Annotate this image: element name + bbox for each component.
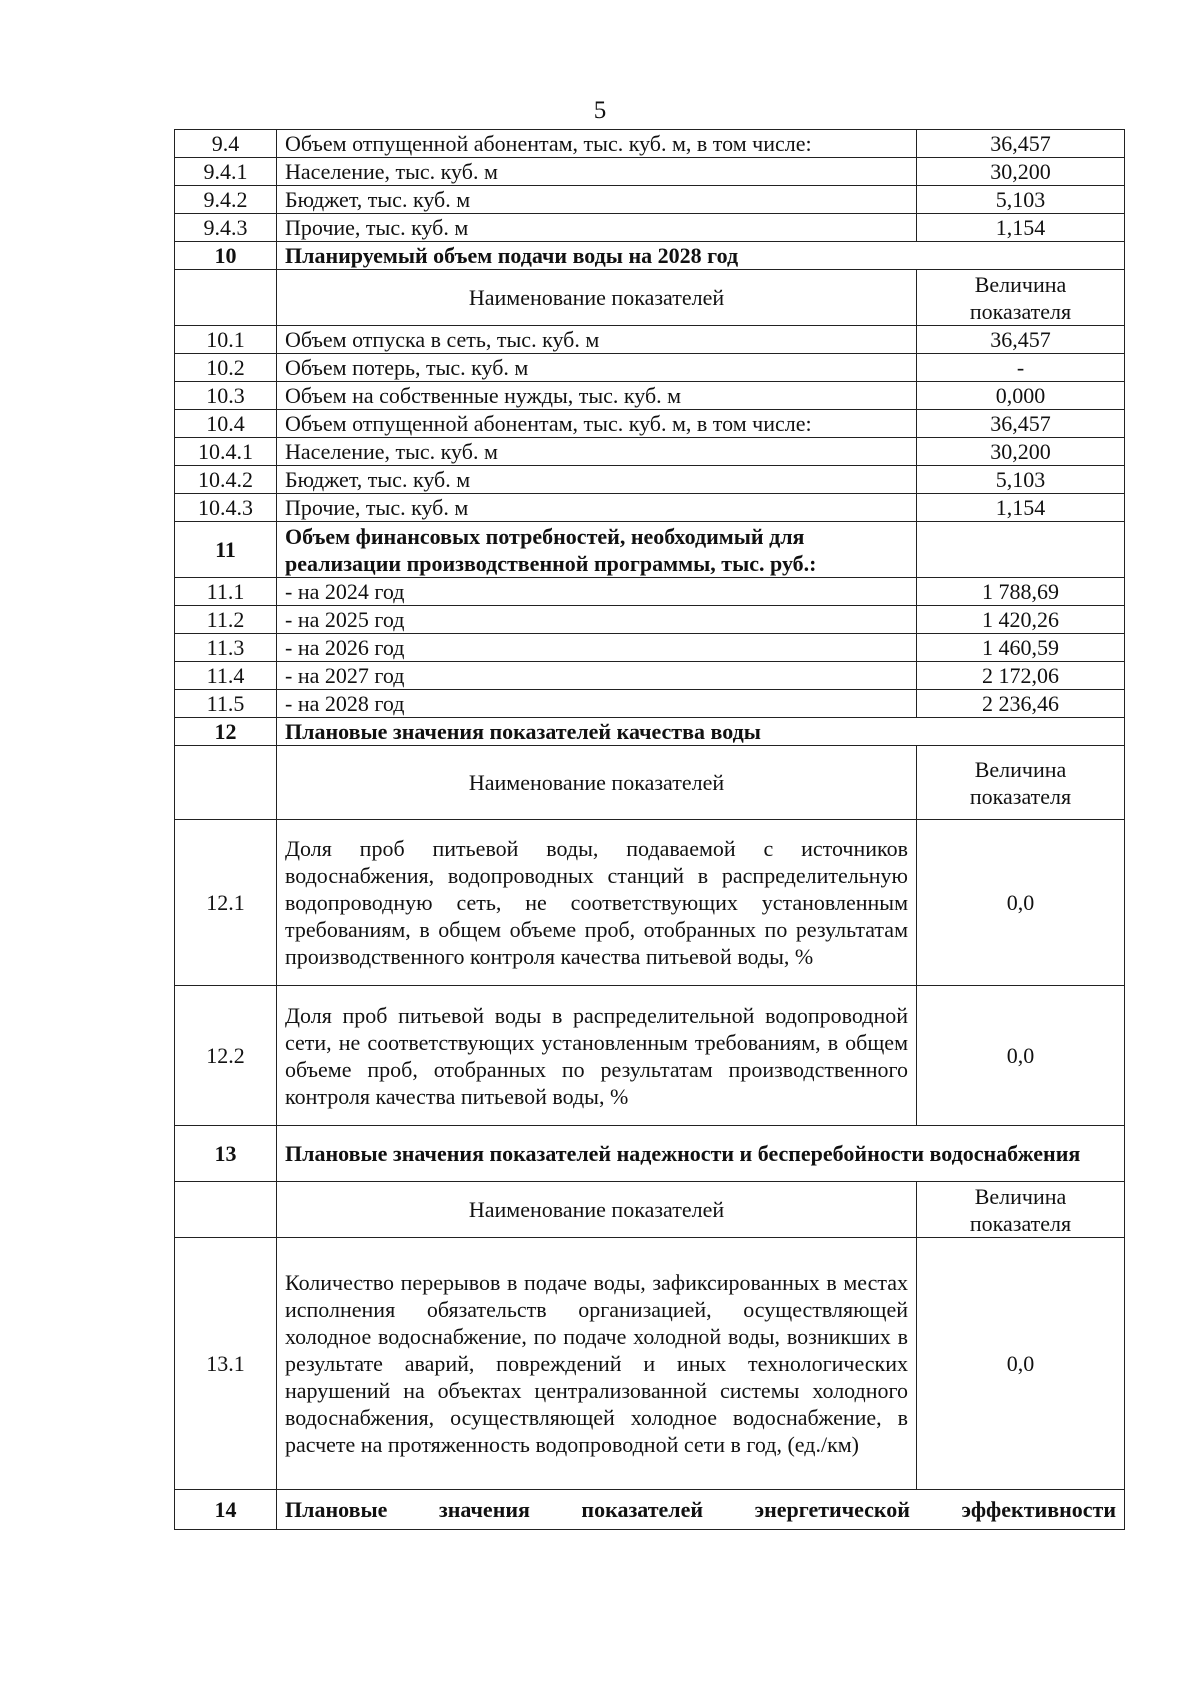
row-number: 13.1 bbox=[175, 1238, 277, 1490]
row-number: 11.1 bbox=[175, 578, 277, 606]
column-header-name: Наименование показателей bbox=[277, 1182, 917, 1238]
column-header-value: Величина показателя bbox=[917, 746, 1125, 820]
table-row bbox=[175, 130, 1125, 158]
row-value: 36,457 bbox=[917, 130, 1125, 158]
table-row bbox=[175, 326, 1125, 354]
row-number: 11.2 bbox=[175, 606, 277, 634]
table-row bbox=[175, 634, 1125, 662]
column-header-name: Наименование показателей bbox=[277, 270, 917, 326]
row-number: 12.1 bbox=[175, 820, 277, 986]
row-label: - на 2025 год bbox=[277, 606, 917, 634]
row-value: 1,154 bbox=[917, 214, 1125, 242]
table-row bbox=[175, 494, 1125, 522]
row-number: 9.4.2 bbox=[175, 186, 277, 214]
row-value: 1 788,69 bbox=[917, 578, 1125, 606]
row-number: 11.4 bbox=[175, 662, 277, 690]
table-row bbox=[175, 1238, 1125, 1490]
row-label: Прочие, тыс. куб. м bbox=[277, 214, 917, 242]
page-number: 5 bbox=[593, 97, 607, 124]
row-number: 10.4 bbox=[175, 410, 277, 438]
row-label: Доля проб питьевой воды в распределительной водопроводной сети, не соответствующих установленным требованиям, в общем объеме проб, отобранных по результатам производственного контроля качества питьевой воды, % bbox=[277, 986, 917, 1126]
row-number: 10.3 bbox=[175, 382, 277, 410]
section-header-row bbox=[175, 1490, 1125, 1530]
row-value: 0,000 bbox=[917, 382, 1125, 410]
row-value: 0,0 bbox=[917, 820, 1125, 986]
section-header-row bbox=[175, 242, 1125, 270]
column-header-value: Величина показателя bbox=[917, 1182, 1125, 1238]
table-row bbox=[175, 466, 1125, 494]
row-value: 0,0 bbox=[917, 1238, 1125, 1490]
empty-cell bbox=[175, 270, 277, 326]
row-number: 10.4.3 bbox=[175, 494, 277, 522]
table-row bbox=[175, 820, 1125, 986]
table-row bbox=[175, 578, 1125, 606]
row-value: 5,103 bbox=[917, 186, 1125, 214]
row-label: Объем отпущенной абонентам, тыс. куб. м, в том числе: bbox=[277, 410, 917, 438]
row-label: - на 2026 год bbox=[277, 634, 917, 662]
row-label: Прочие, тыс. куб. м bbox=[277, 494, 917, 522]
row-value: 36,457 bbox=[917, 326, 1125, 354]
row-number: 9.4 bbox=[175, 130, 277, 158]
section-title: Объем финансовых потребностей, необходимый для реализации производственной программы, тыс. руб.: bbox=[277, 522, 917, 578]
row-label: Объем на собственные нужды, тыс. куб. м bbox=[277, 382, 917, 410]
section-title: Плановые значения показателей энергетической эффективности bbox=[277, 1490, 1125, 1530]
production-program-table bbox=[174, 129, 1125, 1530]
row-label: Доля проб питьевой воды, подаваемой с источников водоснабжения, водопроводных станций в распределительную водопроводную сеть, не соответствующих установленным требованиям, в общем объеме проб, отобранных по результатам производственного контроля качества питьевой воды, % bbox=[277, 820, 917, 986]
row-label: Бюджет, тыс. куб. м bbox=[277, 186, 917, 214]
row-number: 11.3 bbox=[175, 634, 277, 662]
column-header-name: Наименование показателей bbox=[277, 746, 917, 820]
section-number: 11 bbox=[175, 522, 277, 578]
table-row bbox=[175, 382, 1125, 410]
row-value: - bbox=[917, 354, 1125, 382]
row-number: 11.5 bbox=[175, 690, 277, 718]
row-value: 1 460,59 bbox=[917, 634, 1125, 662]
row-value: 0,0 bbox=[917, 986, 1125, 1126]
row-number: 9.4.1 bbox=[175, 158, 277, 186]
empty-cell bbox=[175, 746, 277, 820]
column-header-row bbox=[175, 270, 1125, 326]
table-row bbox=[175, 662, 1125, 690]
section-title: Плановые значения показателей качества воды bbox=[277, 718, 1125, 746]
table-row bbox=[175, 690, 1125, 718]
row-number: 12.2 bbox=[175, 986, 277, 1126]
section-number: 14 bbox=[175, 1490, 277, 1530]
section-title: Плановые значения показателей надежности и бесперебойности водоснабжения bbox=[277, 1126, 1125, 1182]
row-label: Количество перерывов в подаче воды, зафиксированных в местах исполнения обязательств организацией, осуществляющей холодное водоснабжение, по подаче холодной воды, возникших в результате аварий, повреждений и иных технологических нарушений на объектах централизованной системы холодного водоснабжения, осуществляющей холодное водоснабжение, в расчете на протяженность водопроводной сети в год, (ед./км) bbox=[277, 1238, 917, 1490]
column-header-row bbox=[175, 746, 1125, 820]
row-number: 10.4.1 bbox=[175, 438, 277, 466]
section-number: 13 bbox=[175, 1126, 277, 1182]
section-header-row bbox=[175, 718, 1125, 746]
row-value: 1,154 bbox=[917, 494, 1125, 522]
row-value: 30,200 bbox=[917, 438, 1125, 466]
empty-cell bbox=[175, 1182, 277, 1238]
section-title: Планируемый объем подачи воды на 2028 год bbox=[277, 242, 1125, 270]
column-header-value: Величина показателя bbox=[917, 270, 1125, 326]
row-label: Бюджет, тыс. куб. м bbox=[277, 466, 917, 494]
section-number: 12 bbox=[175, 718, 277, 746]
row-label: Население, тыс. куб. м bbox=[277, 438, 917, 466]
table-row bbox=[175, 606, 1125, 634]
table-row bbox=[175, 986, 1125, 1126]
column-header-row bbox=[175, 1182, 1125, 1238]
empty-cell bbox=[917, 522, 1125, 578]
table-row bbox=[175, 186, 1125, 214]
row-value: 36,457 bbox=[917, 410, 1125, 438]
row-value: 5,103 bbox=[917, 466, 1125, 494]
row-value: 2 172,06 bbox=[917, 662, 1125, 690]
section-number: 10 bbox=[175, 242, 277, 270]
row-number: 9.4.3 bbox=[175, 214, 277, 242]
row-label: Население, тыс. куб. м bbox=[277, 158, 917, 186]
row-label: Объем отпуска в сеть, тыс. куб. м bbox=[277, 326, 917, 354]
table-row bbox=[175, 354, 1125, 382]
row-value: 1 420,26 bbox=[917, 606, 1125, 634]
row-label: - на 2028 год bbox=[277, 690, 917, 718]
row-number: 10.2 bbox=[175, 354, 277, 382]
row-value: 30,200 bbox=[917, 158, 1125, 186]
section-header-row bbox=[175, 522, 1125, 578]
row-label: - на 2027 год bbox=[277, 662, 917, 690]
table-row bbox=[175, 214, 1125, 242]
section-header-row bbox=[175, 1126, 1125, 1182]
table-row bbox=[175, 410, 1125, 438]
row-label: Объем отпущенной абонентам, тыс. куб. м, в том числе: bbox=[277, 130, 917, 158]
row-number: 10.1 bbox=[175, 326, 277, 354]
row-number: 10.4.2 bbox=[175, 466, 277, 494]
row-label: - на 2024 год bbox=[277, 578, 917, 606]
table-row bbox=[175, 438, 1125, 466]
table-row bbox=[175, 158, 1125, 186]
row-value: 2 236,46 bbox=[917, 690, 1125, 718]
row-label: Объем потерь, тыс. куб. м bbox=[277, 354, 917, 382]
